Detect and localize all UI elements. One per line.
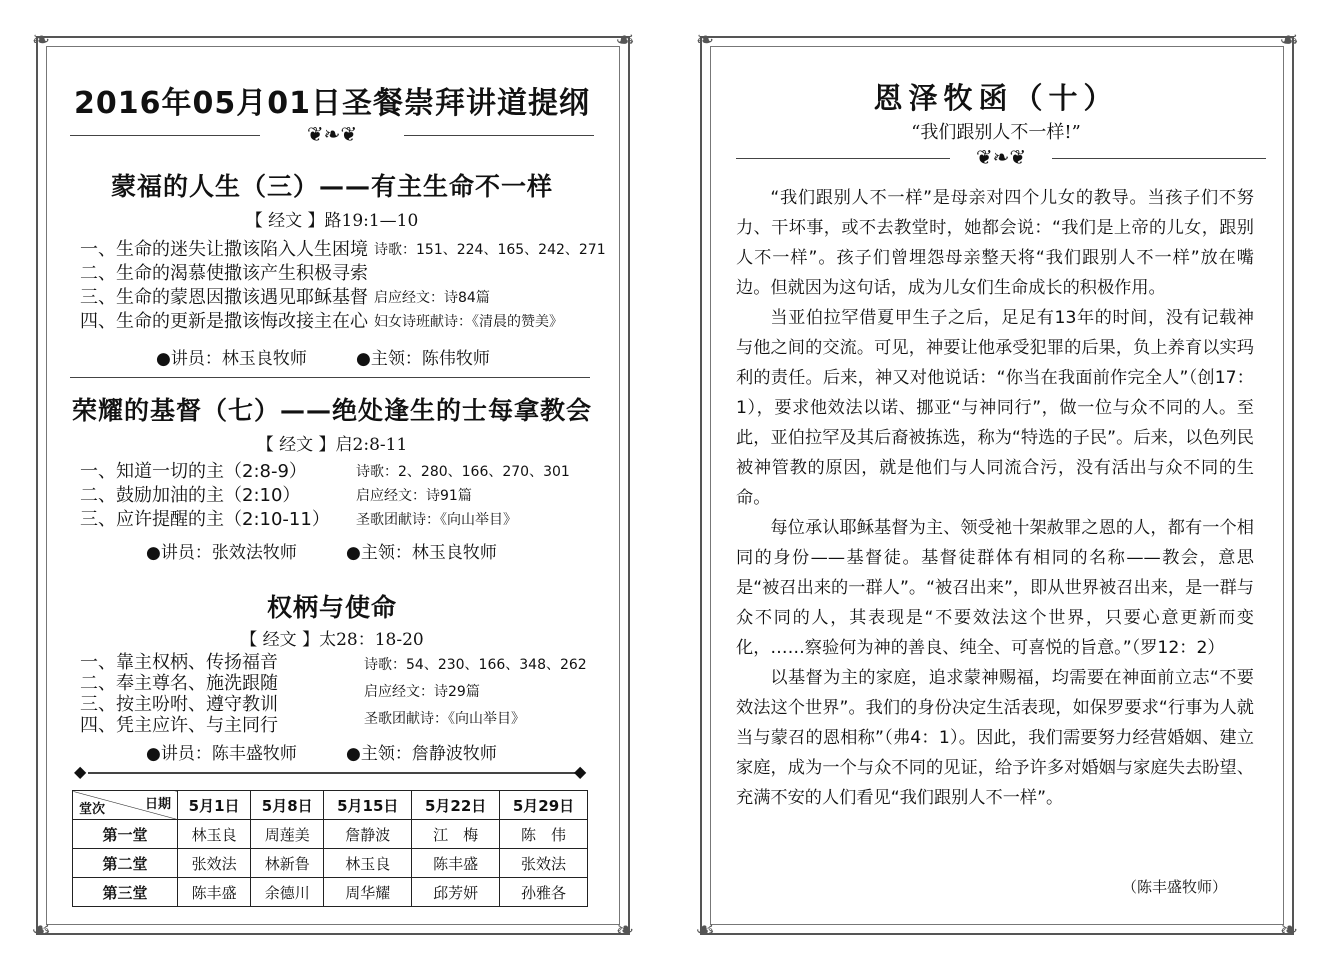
divider [1052,158,1266,159]
table-header-row [73,791,588,820]
choir-anthem: 圣歌团献诗：《向山举目》 [356,512,517,528]
corner-ornament-icon: ❧ [615,918,635,943]
table-cell: 张效法 [500,849,588,878]
sermon-heading: 荣耀的基督（七）——绝处逢生的士每拿教会 [71,396,592,425]
scripture-reference: 【 经文 】太28：18-20 [240,630,424,650]
body-paragraph: “我们跟别人不一样”是母亲对四个儿女的教导。当孩子们不努力、干坏事，或不去教堂时，她都会说：“我们是上帝的儿女，跟别人不一样”。孩子们曾埋怨母亲整天将“我们跟别人不一样”放在嘴边。但就因为这句话，成为儿女们生命成长的积极作用。 [736,188,1254,298]
speaker: ●讲员：陈丰盛牧师 [146,744,297,764]
divider [70,135,260,136]
table-cell: 林玉良 [324,849,412,878]
scripture-reference: 【 经文 】启2:8-11 [256,435,408,455]
sermon-point: 一、生命的迷失让撒该陷入人生困境 [80,239,368,260]
table-cell: 江 梅 [412,820,500,849]
scripture-reference: 【 经文 】路19:1—10 [245,211,419,231]
responsive-reading: 启应经文：诗91篇 [356,488,472,504]
body-paragraph: 每位承认耶稣基督为主、领受祂十架赦罪之恩的人，都有一个相同的身份——基督徒。基督徒群体有相同的名称——教会，意思是“被召出来的一群人”。“被召出来”，即从世界被召出来，是一群与众不同的人，其表现是“不要效法这个世界，只要心意更新而变化，……察验何为神的善良、纯全、可喜悦的旨意。”（罗12：2） [736,518,1254,658]
worship-leader: ●主领：詹静波牧师 [346,744,497,764]
spacer-line [374,262,606,286]
divider [88,772,576,774]
date-header: 5月1日 [178,791,251,820]
table-cell: 余德川 [251,878,324,907]
speaker: ●讲员：张效法牧师 [146,543,297,563]
responsive-reading: 启应经文：诗29篇 [364,684,480,700]
table-cell: 张效法 [178,849,251,878]
service-label: 第二堂 [73,849,178,878]
table-cell: 林新鲁 [251,849,324,878]
sermon-point: 一、靠主权柄、传扬福音 [80,652,278,673]
table-cell: 陈丰盛 [412,849,500,878]
table-cell: 邱芳妍 [412,878,500,907]
sermon-points [80,460,330,532]
divider [404,135,594,136]
outline-title: 2016年05月01日圣餐崇拜讲道提纲 [74,86,590,121]
corner-ornament-icon: ☙ [31,918,51,943]
table-cell: 詹静波 [324,820,412,849]
hymn-list: 诗歌：54、230、166、348、262 [364,657,587,673]
letter-body [736,183,1254,813]
date-header: 5月29日 [500,791,588,820]
table-cell: 周华耀 [324,878,412,907]
speaker: ●讲员：林玉良牧师 [156,349,307,369]
worship-info [356,460,570,532]
sermon-point: 三、生命的蒙恩因撒该遇见耶稣基督 [80,287,368,308]
sermon-points [80,652,278,736]
service-label: 第一堂 [73,820,178,849]
table-cell: 陈丰盛 [178,878,251,907]
table-row [73,820,588,849]
body-paragraph: 以基督为主的家庭，追求蒙神赐福，均需要在神面前立志“不要效法这个世界”。我们的身份决定生活表现，如保罗要求“行事为人就当与蒙召的恩相称”（弗4：1）。因此，我们需要努力经营婚姻、建立家庭，成为一个与众不同的见证，给予许多对婚姻与家庭失去盼望、充满不安的人们看见“我们跟别人不一样”。 [736,668,1254,808]
sermon-point: 一、知道一切的主（2:8-9） [80,461,307,482]
scroll-ornament-icon: ❦❧❦ [306,122,358,146]
worship-info [374,238,606,334]
sermon-point: 三、按主吩咐、遵守教训 [80,694,278,715]
author-signature: （陈丰盛牧师） [1122,878,1228,896]
letter-title: 恩泽牧函（十） [873,81,1119,115]
right-page [660,0,1320,971]
corner-ornament-icon: ☙ [1279,28,1299,53]
worship-leader: ●主领：林玉良牧师 [346,543,497,563]
letter-subtitle: “我们跟别人不一样!” [911,122,1081,143]
arrow-ornament-icon: ◆ [574,762,587,781]
table-cell: 陈 伟 [500,820,588,849]
divider [70,377,590,378]
corner-ornament-icon: ☙ [695,918,715,943]
sermon-point: 四、凭主应许、与主同行 [80,715,278,736]
sermon-point: 四、生命的更新是撒该悔改接主在心 [80,311,368,332]
worship-leader: ●主领：陈伟牧师 [356,349,490,369]
date-header: 5月22日 [412,791,500,820]
table-row [73,849,588,878]
sermon-points [80,238,368,334]
worship-info [364,652,587,733]
body-paragraph: 当亚伯拉罕借夏甲生子之后，足足有13年的时间，没有记载神与他之间的交流。可见，神要让他承受犯罪的后果，负上养育以实玛利的责任。后来，神又对他说话：“你当在我面前作完全人”（创17：1），要求他效法以诺、挪亚“与神同行”，做一位与众不同的人。至此，亚伯拉罕及其后裔被拣选，称为“特选的子民”。后来，以色列民被神管教的原因，就是他们与人同流合污，没有活出与众不同的生命。 [736,308,1254,508]
corner-ornament-icon: ❧ [695,28,715,53]
scroll-ornament-icon: ❦❧❦ [975,145,1027,169]
corner-ornament-icon: ❧ [1279,918,1299,943]
table-cell: 林玉良 [178,820,251,849]
date-header: 5月15日 [324,791,412,820]
sermon-heading: 权柄与使命 [266,593,397,622]
sermon-point: 二、生命的渴慕使撒该产生积极寻索 [80,263,368,284]
divider [736,158,950,159]
corner-ornament-icon: ❧ [31,28,51,53]
sermon-point: 二、鼓励加油的主（2:10） [80,485,301,506]
hymn-list: 诗歌：2、280、166、270、301 [356,464,570,480]
corner-ornament-icon: ☙ [615,28,635,53]
table-row [73,878,588,907]
service-axis-label: 堂次 [79,802,106,817]
choir-anthem: 圣歌团献诗：《向山举目》 [364,711,525,727]
arrow-ornament-icon: ◆ [74,762,87,781]
responsive-reading: 启应经文：诗84篇 [374,290,490,306]
sermon-heading: 蒙福的人生（三）——有主生命不一样 [110,172,553,201]
hymn-list: 诗歌：151、224、165、242、271 [374,242,606,258]
table-corner-cell [73,791,178,820]
date-axis-label: 日期 [144,797,171,812]
sermon-point: 三、应许提醒的主（2:10-11） [80,509,330,530]
date-header: 5月8日 [251,791,324,820]
preacher-schedule-table [72,790,588,907]
service-label: 第三堂 [73,878,178,907]
sermon-point: 二、奉主尊名、施洗跟随 [80,673,278,694]
choir-anthem: 妇女诗班献诗：《清晨的赞美》 [374,314,563,330]
table-cell: 孙雅各 [500,878,588,907]
table-cell: 周莲美 [251,820,324,849]
